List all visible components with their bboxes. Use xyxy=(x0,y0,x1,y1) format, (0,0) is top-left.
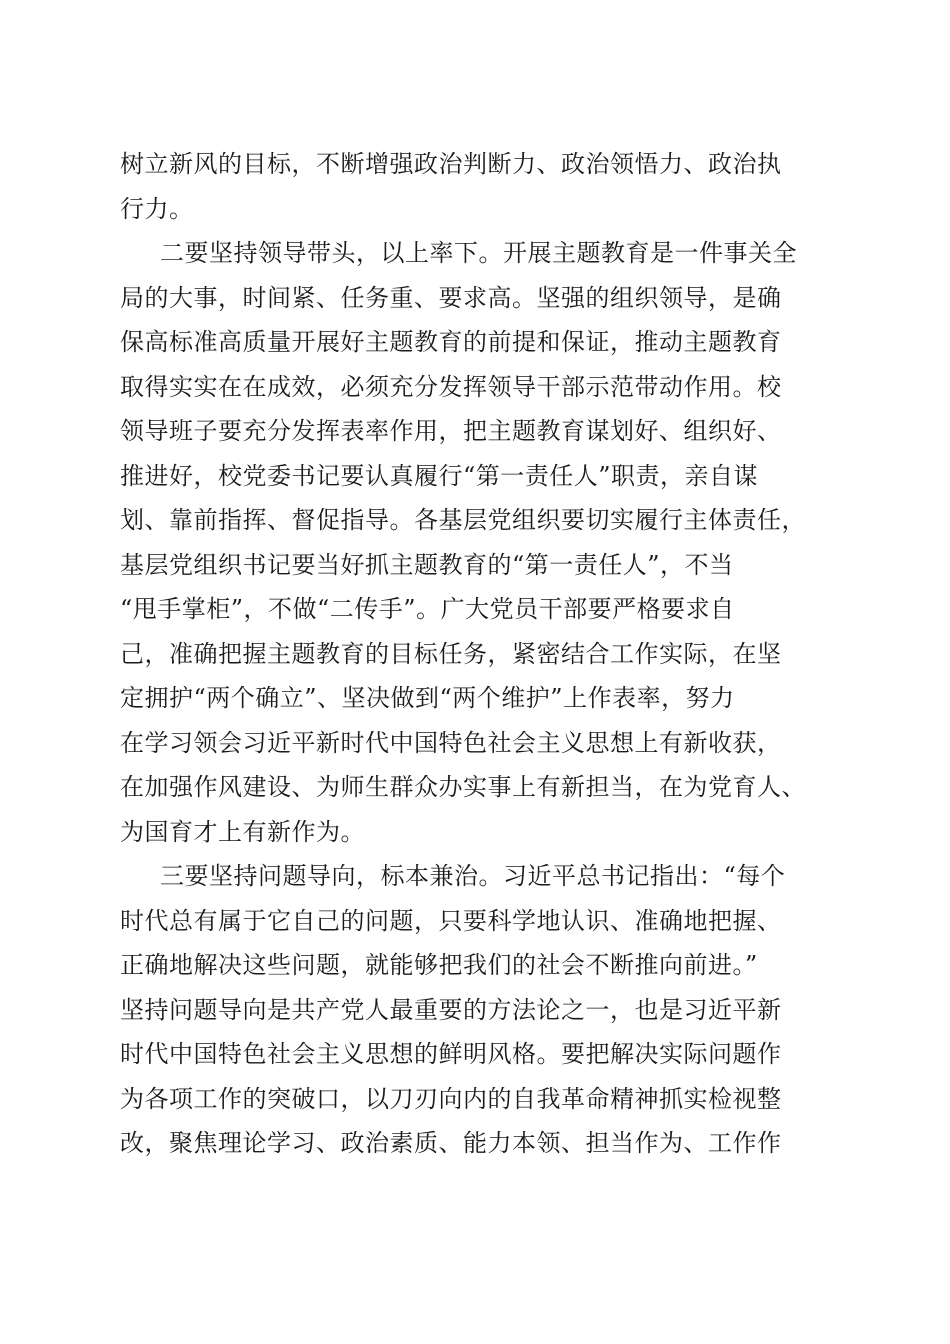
document-body xyxy=(120,142,860,1166)
paragraph-1-line-1: 树立新风的目标，不断增强政治判断力、政治领悟力、政治执 xyxy=(120,150,782,178)
paragraph-2-line-13: 在加强作风建设、为师生群众办实事上有新担当，在为党育人、 xyxy=(120,773,806,801)
paragraph-2-line-3: 保高标准高质量开展好主题教育的前提和保证，推动主题教育 xyxy=(120,328,782,356)
paragraph-2-line-2: 局的大事，时间紧、任务重、要求高。坚强的组织领导，是确 xyxy=(120,283,782,312)
paragraph-2-line-8: 基层党组织书记要当好抓主题教育的“第一责任人”，不当 xyxy=(120,550,734,579)
paragraph-2-line-5: 领导班子要充分发挥表率作用，把主题教育谋划好、组织好、 xyxy=(120,417,782,445)
paragraph-2-line-12: 在学习领会习近平新时代中国特色社会主义思想上有新收获， xyxy=(120,728,782,757)
paragraph-3-line-6: 为各项工作的突破口，以刀刃向内的自我革命精神抓实检视整 xyxy=(120,1084,782,1113)
paragraph-3-line-2: 时代总有属于它自己的问题，只要科学地认识、准确地把握、 xyxy=(120,906,782,935)
paragraph-1-line-2: 行力。 xyxy=(120,194,194,223)
paragraph-2-line-9: “甩手掌柜”，不做“二传手”。广大党员干部要严格要求自 xyxy=(120,595,735,623)
paragraph-3-line-3: 正确地解决这些问题，就能够把我们的社会不断推向前进。” xyxy=(120,951,758,979)
paragraph-3-line-1: 三要坚持问题导向，标本兼治。习近平总书记指出：“每个 xyxy=(160,862,786,890)
paragraph-3-line-7: 改，聚焦理论学习、政治素质、能力本领、担当作为、工作作 xyxy=(120,1129,782,1157)
paragraph-2-line-1: 二要坚持领导带头，以上率下。开展主题教育是一件事关全 xyxy=(160,239,797,267)
paragraph-2-line-7: 划、靠前指挥、督促指导。各基层党组织要切实履行主体责任， xyxy=(120,506,806,534)
paragraph-3-line-5: 时代中国特色社会主义思想的鲜明风格。要把解决实际问题作 xyxy=(120,1040,782,1068)
paragraph-2-line-10: 己，准确把握主题教育的目标任务，紧密结合工作实际，在坚 xyxy=(120,639,782,668)
paragraph-2-line-6: 推进好，校党委书记要认真履行“第一责任人”职责，亲自谋 xyxy=(120,461,759,490)
paragraph-2-line-11: 定拥护“两个确立”、坚决做到“两个维护”上作表率，努力 xyxy=(120,684,735,712)
paragraph-2-line-14: 为国育才上有新作为。 xyxy=(120,817,365,846)
paragraph-3-line-4: 坚持问题导向是共产党人最重要的方法论之一，也是习近平新 xyxy=(120,995,782,1024)
paragraph-2-line-4: 取得实实在在成效，必须充分发挥领导干部示范带动作用。校 xyxy=(120,372,782,401)
